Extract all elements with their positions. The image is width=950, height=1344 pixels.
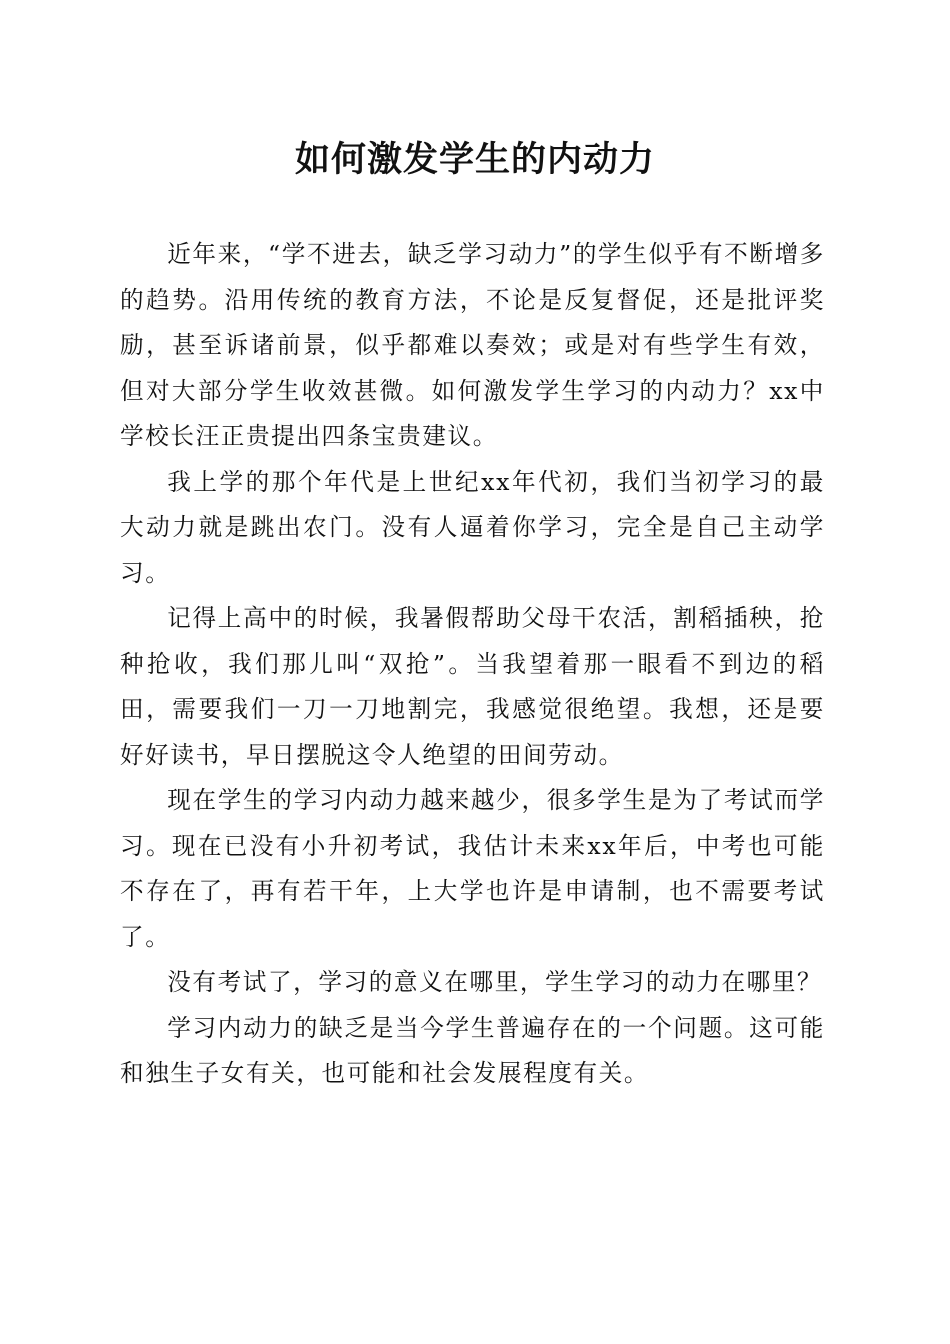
paragraph: 近年来，“学不进去，缺乏学习动力”的学生似乎有不断增多的趋势。沿用传统的教育方法，不论是反复督促，还是批评奖励，甚至诉诸前景，似乎都难以奏效；或是对有些学生有效，但对大部分学生收效甚微。如何激发学生学习的内动力？xx中学校长汪正贵提出四条宝贵建议。 — [120, 240, 825, 450]
paragraph: 记得上高中的时候，我暑假帮助父母干农活，割稻插秧，抢种抢收，我们那儿叫“双抢”。当我望着那一眼看不到边的稻田，需要我们一刀一刀地割完，我感觉很绝望。我想，还是要好好读书，早日摆脱这令人绝望的田间劳动。 — [120, 604, 825, 769]
paragraph: 现在学生的学习内动力越来越少，很多学生是为了考试而学习。现在已没有小升初考试，我估计未来xx年后，中考也可能不存在了，再有若干年，上大学也许是申请制，也不需要考试了。 — [120, 786, 825, 951]
document-title: 如何激发学生的内动力 — [294, 139, 655, 180]
paragraph: 我上学的那个年代是上世纪xx年代初，我们当初学习的最大动力就是跳出农门。没有人逼着你学习，完全是自己主动学习。 — [120, 467, 825, 587]
paragraph: 没有考试了，学习的意义在哪里，学生学习的动力在哪里？ — [167, 968, 823, 996]
document-body — [120, 232, 825, 1097]
paragraph: 学习内动力的缺乏是当今学生普遍存在的一个问题。这可能和独生子女有关，也可能和社会发展程度有关。 — [120, 1013, 825, 1087]
